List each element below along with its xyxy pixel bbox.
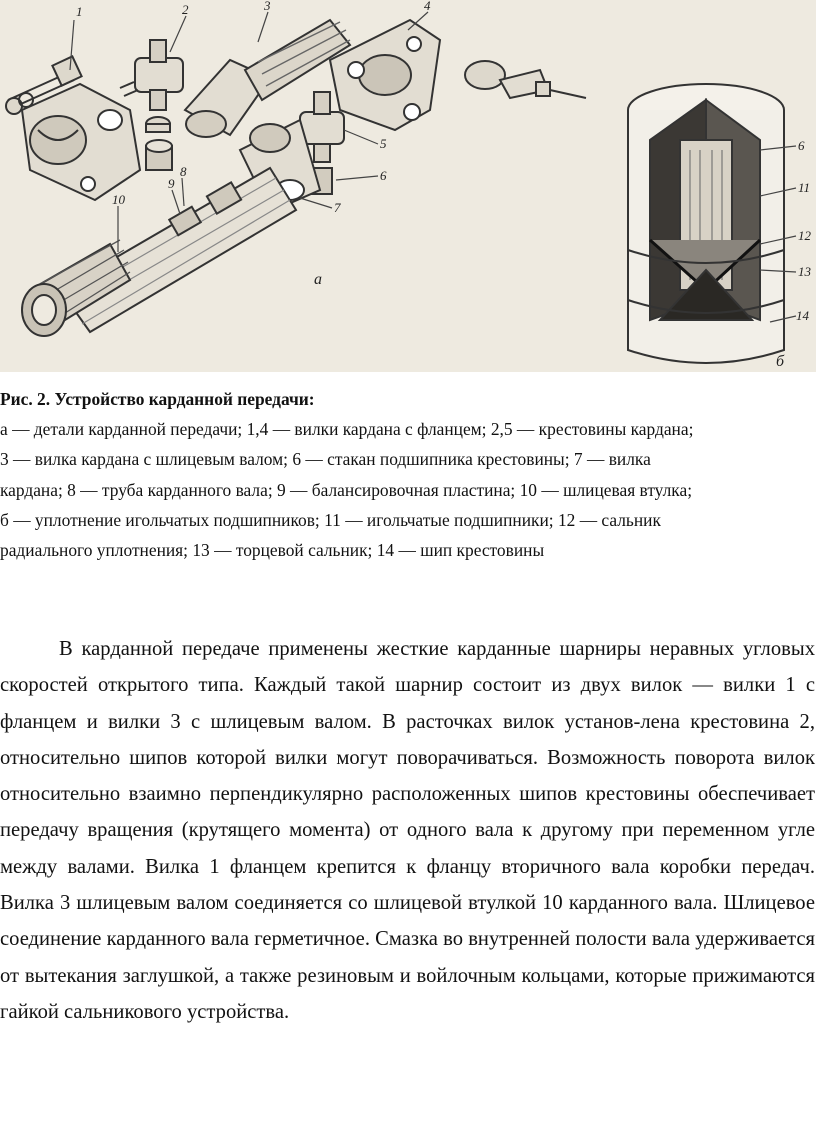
part-number-6: 6	[380, 168, 387, 183]
caption-line-2: 3 — вилка кардана с шлицевым валом; 6 — стакан подшипника крестовины; 7 — вилка	[0, 449, 651, 470]
part-number-8: 8	[180, 164, 187, 179]
cardan-drive-drawing	[0, 0, 816, 372]
caption-line-3: кардана; 8 — труба карданного вала; 9 — балансировочная пластина; 10 — шлицевая втулка;	[0, 479, 693, 500]
figure-label-a: а	[314, 271, 322, 288]
detail-number-14: 14	[796, 308, 809, 323]
bearing-cups-drawing	[146, 117, 172, 170]
figure-label-b: б	[776, 353, 785, 370]
flange-yoke-drawing	[22, 84, 140, 200]
part-number-2: 2	[182, 2, 189, 17]
needle-bearing-cutaway-drawing	[628, 84, 784, 363]
part-number-4: 4	[424, 0, 431, 13]
part-number-7: 7	[334, 200, 341, 215]
detail-number-12: 12	[798, 228, 811, 243]
caption-title: Рис. 2. Устройство карданной передачи:	[0, 389, 315, 409]
caption-line-1: а — детали карданной передачи; 1,4 — вилки кардана с фланцем; 2,5 — крестовины кардана;	[0, 419, 694, 440]
caption-line-4: б — уплотнение игольчатых подшипников; 11 — игольчатые подшипники; 12 — сальник	[0, 509, 661, 530]
part-number-3: 3	[264, 0, 271, 13]
part-number-5: 5	[380, 136, 387, 151]
detail-number-6: 6	[798, 138, 805, 153]
figure-caption	[0, 384, 814, 565]
detail-number-11: 11	[798, 180, 811, 195]
part-number-10: 10	[112, 192, 125, 207]
part-number-1: 1	[76, 4, 83, 19]
caption-line-5: радиального уплотнения; 13 — торцевой сальник; 14 — шип крестовины	[0, 540, 545, 561]
flange-yoke-4-drawing	[330, 20, 440, 130]
cross-2-drawing	[120, 40, 183, 110]
body-paragraph: В карданной передаче применены жесткие карданные шарниры неравных угловых скоростей открытого типа. Каждый такой шарнир состоит из двух вилок — вилки 1 с фланцем и вилки 3 с шлицевым валом. В расточках вилок установ-лена крестовина 2, относительно шипов которой вилки могут поворачиваться. Возможность поворота вилок относительно взаимно перпендикулярно расположенных шипов крестовины обеспечивает передачу вращения (крутящего момента) от одного вала к другому при переменном угле между валами. Вилка 1 фланцем крепится к фланцу вторичного вала коробки передач. Вилка 3 шлицевым валом соединяется со шлицевой втулкой 10 карданного вала. Шлицевое соединение карданного вала герметичное. Смазка во внутренней полости вала удерживается от вытекания заглушкой, а также резиновым и войлочным кольцами, которые прижимаются гайкой сальникового устройства.	[0, 638, 815, 1023]
cardan-drive-figure	[0, 0, 816, 372]
lock-plate-drawing	[465, 61, 586, 98]
part-number-9: 9	[168, 176, 175, 191]
detail-number-13: 13	[798, 264, 811, 279]
spline-sleeve-drawing	[22, 240, 130, 336]
